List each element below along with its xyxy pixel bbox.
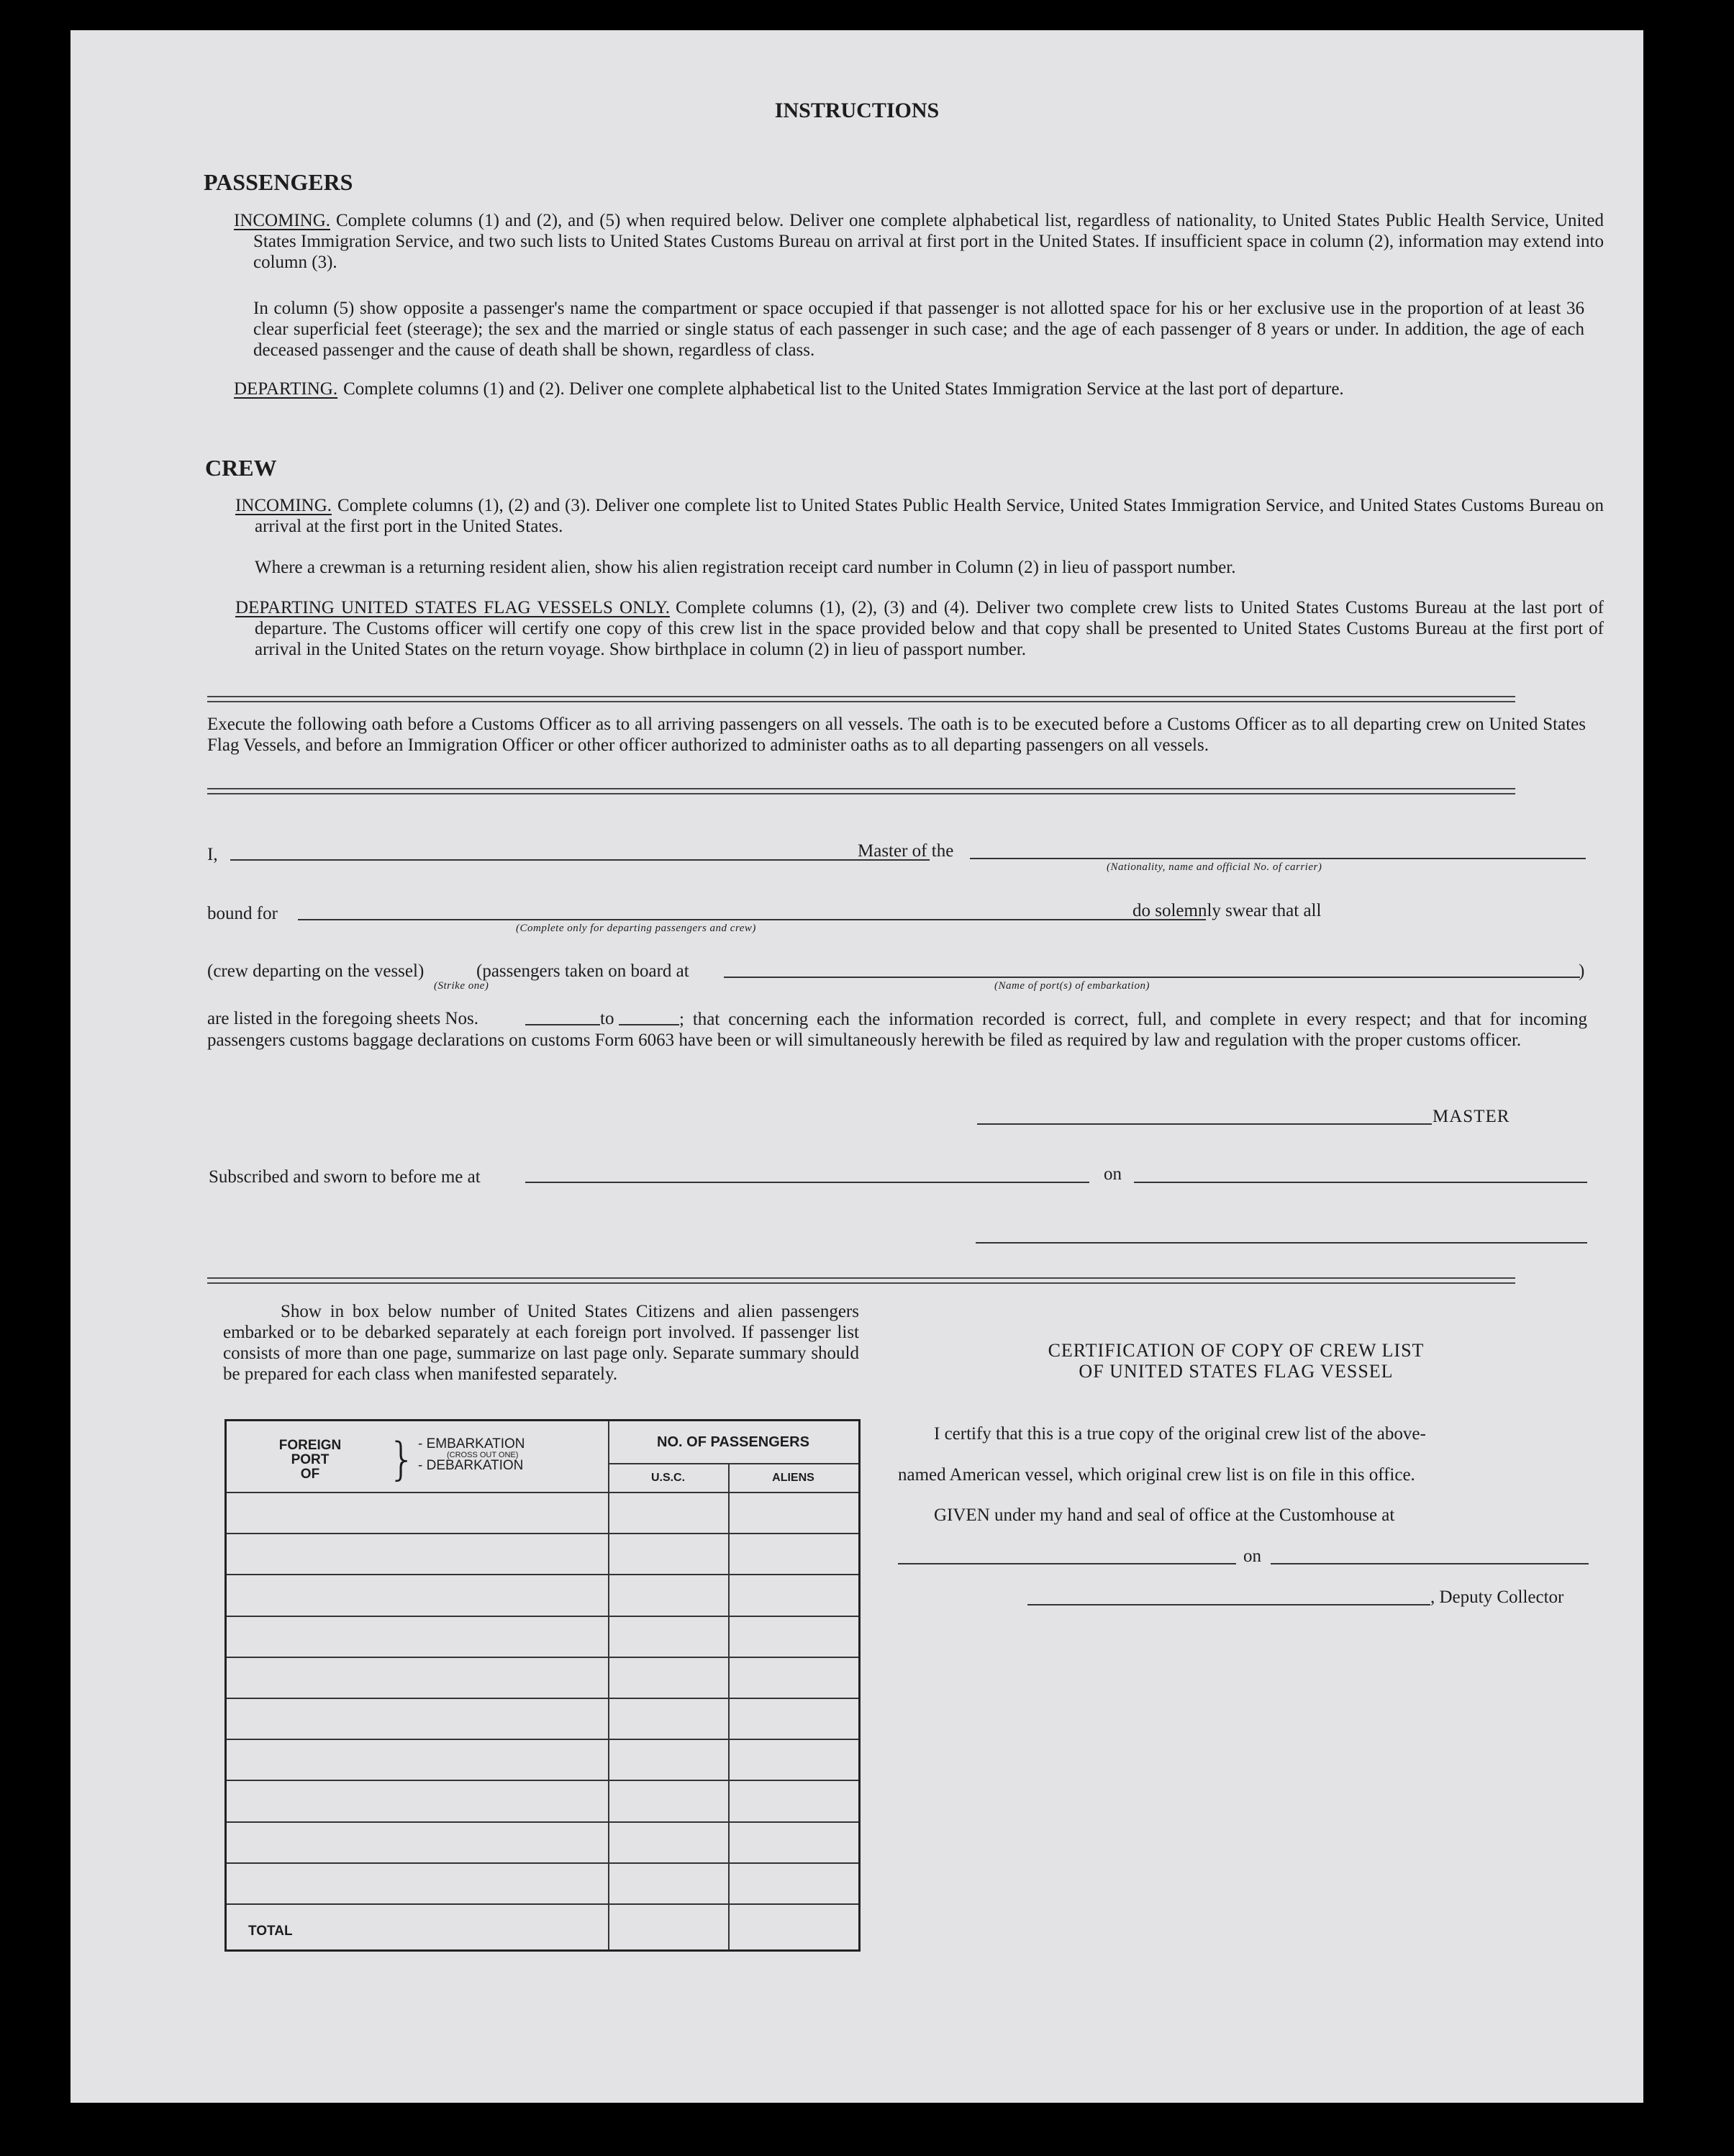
- oath-listed-text: ; that concerning each the information recorded is correct, full, and complete in every respect; and that for incoming passengers customs baggage declarations on customs Form 6063 have been or will simultaneously herewith be filed as required by law and regulation with the proper customs officer.: [207, 1010, 1587, 1050]
- sworn-on-label: on: [1104, 1164, 1122, 1184]
- table-row-rule: [227, 1616, 858, 1617]
- table-row-rule: [227, 1903, 858, 1905]
- header-of: OF: [300, 1467, 320, 1482]
- certification-line-3: GIVEN under my hand and seal of office at the Customhouse at: [934, 1505, 1395, 1525]
- certification-heading-line-2: OF UNITED STATES FLAG VESSEL: [1079, 1361, 1394, 1382]
- sworn-location-field[interactable]: [525, 1182, 1089, 1183]
- oath-master-of-the: Master of the: [858, 841, 954, 861]
- section-divider: [207, 696, 1515, 702]
- sworn-date-field[interactable]: [1134, 1182, 1587, 1183]
- header-embarkation-group: [418, 1437, 525, 1473]
- page-title: INSTRUCTIONS: [774, 99, 940, 122]
- table-row-rule: [227, 1533, 858, 1534]
- embarkation-ports-field[interactable]: [724, 977, 1580, 978]
- certification-on-label: on: [1243, 1546, 1261, 1566]
- deputy-collector-label: , Deputy Collector: [1430, 1587, 1564, 1607]
- section-divider: [207, 1277, 1515, 1284]
- passengers-departing-text: Complete columns (1) and (2). Deliver one complete alphabetical list to the United States Immigration Service at the last port of departure.: [343, 379, 1344, 399]
- strike-one-caption: (Strike one): [434, 980, 489, 992]
- table-rule: [608, 1463, 858, 1464]
- table-row-rule: [227, 1698, 858, 1699]
- table-row-rule: [227, 1657, 858, 1658]
- table-total-label: TOTAL: [248, 1924, 293, 1939]
- certification-heading: [891, 1340, 1581, 1382]
- table-row-rule: [227, 1821, 858, 1823]
- customhouse-field[interactable]: [898, 1563, 1236, 1564]
- table-rule: [608, 1421, 609, 1949]
- certification-heading-line-1: CERTIFICATION OF COPY OF CREW LIST: [1048, 1340, 1425, 1361]
- certification-date-field[interactable]: [1271, 1563, 1589, 1564]
- header-usc: U.S.C.: [650, 1472, 686, 1484]
- passengers-taken-option[interactable]: (passengers taken on board at: [476, 961, 689, 981]
- oath-close-paren: ): [1579, 961, 1585, 981]
- table-row-rule: [227, 1862, 858, 1864]
- oath-listed-intro: are listed in the foregoing sheets Nos.: [207, 1009, 478, 1028]
- crew-incoming-text: Complete columns (1), (2) and (3). Deliver one complete list to United States Public Health Service, United States Immigration Service, and United States Customs Bureau on arrival at the first port in the United States.: [255, 496, 1604, 536]
- table-row-rule: [227, 1739, 858, 1740]
- header-port: PORT: [291, 1452, 330, 1467]
- certification-line-2: named American vessel, which original crew list is on file in this office.: [898, 1465, 1415, 1485]
- certification-line-1: I certify that this is a true copy of the original crew list of the above-: [934, 1424, 1426, 1444]
- passengers-incoming-lead: INCOMING.: [234, 211, 331, 230]
- oath-instruction: Execute the following oath before a Customs Officer as to all arriving passengers on all vessels. The oath is to be executed before a Customs Officer as to all departing crew on United States Flag Vessels, and before an Immigration Officer or other officer authorized to administer oaths as to all departing passengers on all vessels.: [207, 715, 1586, 755]
- table-row-rule: [227, 1574, 858, 1575]
- header-cross-out: (CROSS OUT ONE): [447, 1451, 519, 1459]
- crew-resident-paragraph: Where a crewman is a returning resident alien, show his alien registration receipt card number in Column (2) in lieu of passport number.: [255, 558, 1236, 577]
- passengers-departing-lead: DEPARTING.: [234, 379, 338, 399]
- header-embarkation: - EMBARKATION: [418, 1436, 525, 1451]
- section-divider: [207, 788, 1515, 794]
- crew-departing-option[interactable]: (crew departing on the vessel): [207, 961, 425, 981]
- bound-for-field[interactable]: [298, 919, 1206, 920]
- carrier-caption: (Nationality, name and official No. of carrier): [1107, 861, 1322, 873]
- oath-listed-to: to: [600, 1009, 614, 1028]
- crew-departing-lead: DEPARTING UNITED STATES FLAG VESSELS ONLY.: [235, 598, 670, 617]
- passenger-summary-table: [224, 1419, 861, 1952]
- subscribed-text: Subscribed and sworn to before me at: [209, 1167, 481, 1187]
- table-row-rule: [227, 1780, 858, 1781]
- table-rule: [227, 1492, 858, 1493]
- form-page: [71, 30, 1643, 2103]
- passengers-departing-paragraph: [234, 379, 1604, 399]
- header-brace: }: [388, 1433, 417, 1485]
- passengers-incoming-text: Complete columns (1) and (2), and (5) when required below. Deliver one complete alphabetical list, regardless of nationality, to United States Public Health Service, United States Immigration Service, and two such lists to United States Customs Bureau on arrival at first port in the United States. If insufficient space in column (2), information may extend into column (3).: [253, 211, 1604, 272]
- officer-signature-field[interactable]: [976, 1242, 1587, 1244]
- crew-departing-text: Complete columns (1), (2), (3) and (4). Deliver two complete crew lists to United States Customs Bureau at the last port of departure. The Customs officer will certify one copy of this crew list in the space provided below and that copy shall be presented to United States Customs Bureau at the first port of arrival in the United States on the return voyage. Show birthplace in column (2) in lieu of passport number.: [255, 598, 1604, 659]
- header-aliens: ALIENS: [772, 1472, 814, 1484]
- master-name-field[interactable]: [230, 859, 930, 861]
- carrier-field[interactable]: [970, 858, 1586, 859]
- oath-bound-for: bound for: [207, 904, 278, 923]
- master-signature-field[interactable]: [977, 1123, 1432, 1125]
- crew-incoming-paragraph: [235, 495, 1604, 537]
- header-debarkation: - DEBARKATION: [418, 1458, 524, 1473]
- passengers-heading: PASSENGERS: [204, 169, 353, 195]
- deputy-signature-field[interactable]: [1027, 1604, 1430, 1605]
- crew-incoming-lead: INCOMING.: [235, 496, 332, 515]
- summary-note: Show in box below number of United States Citizens and alien passengers embarked or to be debarked separately at each foreign port involved. If passenger list consists of more than one page, summarize on last page only. Separate summary should be prepared for each class when manifested separately.: [223, 1302, 859, 1384]
- oath-i-label: I,: [207, 845, 218, 864]
- departing-caption: (Complete only for departing passengers and crew): [516, 923, 756, 934]
- passengers-column5-paragraph: In column (5) show opposite a passenger's name the compartment or space occupied if that passenger is not allotted space for his or her exclusive use in the proportion of at least 36 clear superficial feet (steerage); the sex and the married or single status of each passenger in such case; and the age of each passenger of 8 years or under. In addition, the age of each deceased passenger and the cause of death shall be shown, regardless of class.: [253, 299, 1584, 360]
- table-rule: [728, 1463, 730, 1949]
- header-foreign: FOREIGN: [278, 1438, 342, 1453]
- ports-caption: (Name of port(s) of embarkation): [994, 980, 1150, 992]
- crew-heading: CREW: [205, 455, 277, 481]
- crew-departing-paragraph: [235, 597, 1604, 660]
- master-label: MASTER: [1433, 1107, 1510, 1126]
- header-no-of-passengers: NO. OF PASSENGERS: [657, 1434, 809, 1450]
- passengers-incoming-paragraph: [234, 210, 1604, 273]
- header-foreign-port-of: [267, 1439, 353, 1482]
- oath-solemnly: do solemnly swear that all: [1132, 901, 1322, 920]
